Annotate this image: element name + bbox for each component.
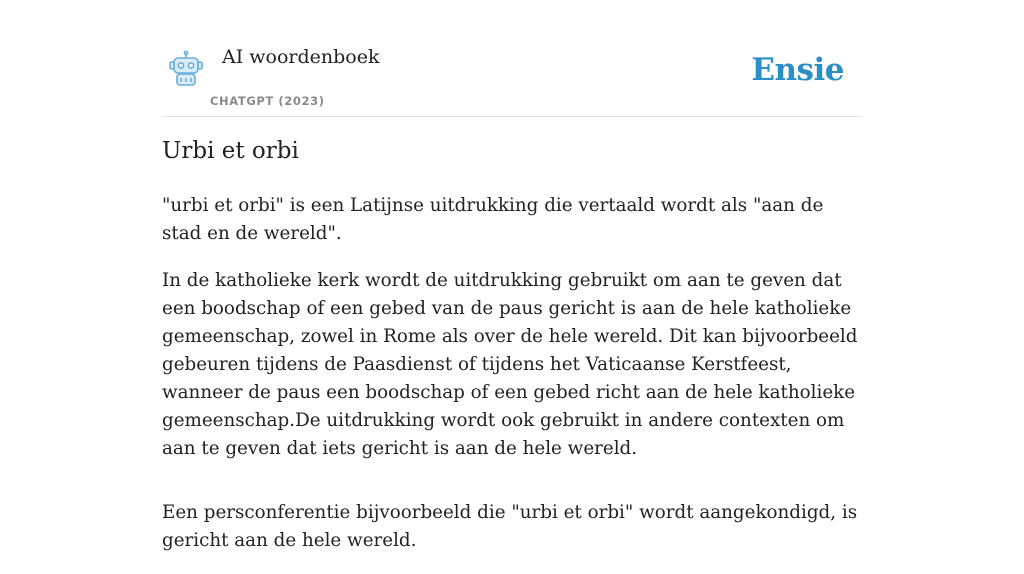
definition-paragraph: Een persconferentie bijvoorbeeld die "urbi et orbi" wordt aangekondigd, is gericht aan de hele wereld.: [162, 502, 858, 551]
definition-content: [162, 192, 862, 574]
source-label: CHATGPT (2023): [210, 94, 325, 108]
definition-paragraph: In de katholieke kerk wordt de uitdrukking gebruikt om aan te geven dat een boodschap of een gebed van de paus gericht is aan de hele katholieke gemeenschap, zowel in Rome als over de hele wereld. Dit kan bijvoorbeeld gebeuren tijdens de Paasdienst of tijdens het Vaticaanse Kerstfeest, wanneer de paus een boodschap of een gebed richt aan de hele katholieke gemeenschap.De uitdrukking wordt ook gebruikt in andere contexten om aan te geven dat iets gericht is aan de hele wereld.: [162, 270, 858, 459]
site-header: [162, 40, 862, 117]
dictionary-title: AI woordenboek: [222, 46, 380, 68]
term-title: Urbi et orbi: [162, 138, 299, 164]
ensie-logo-link[interactable]: Ensie: [751, 52, 844, 88]
robot-icon: [166, 50, 206, 90]
definition-paragraph: "urbi et orbi" is een Latijnse uitdrukking die vertaald wordt als "aan de stad en de wereld".: [162, 195, 824, 244]
